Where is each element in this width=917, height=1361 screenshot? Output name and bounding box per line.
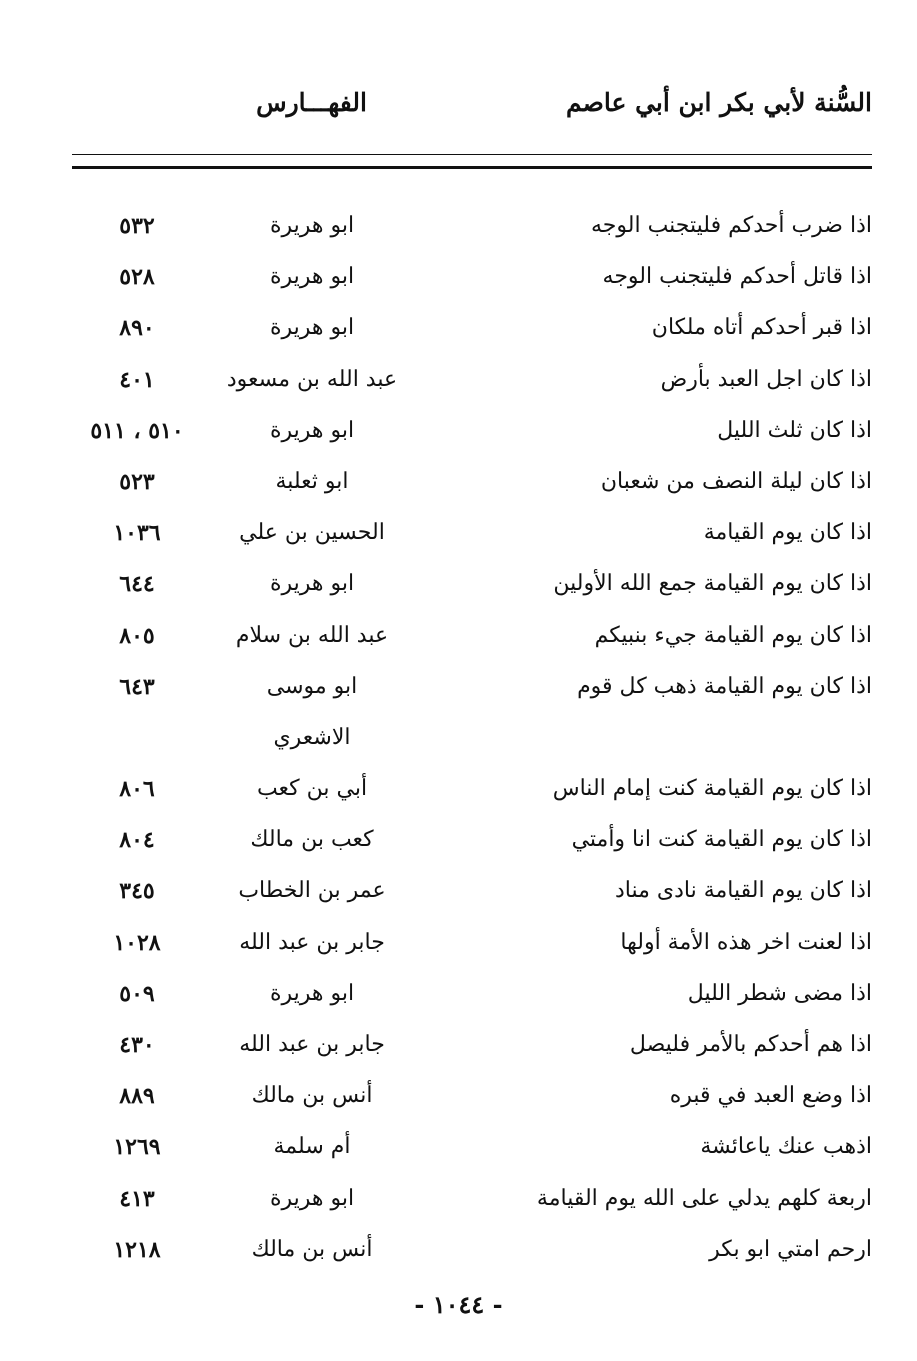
narrator-name: الحسين بن علي <box>239 520 385 546</box>
hadith-number: ١٠٣٦ <box>113 520 161 547</box>
hadith-number: ٤٣٠ <box>119 1032 155 1058</box>
narrator-name: عبد الله بن مسعود <box>226 366 398 392</box>
narrator-name: ابو هريرة <box>269 213 355 238</box>
narrator-name: ابو موسى <box>266 673 358 699</box>
narrator-name: ابو هريرة <box>269 315 355 341</box>
narrator-name: ابو هريرة <box>269 980 355 1006</box>
hadith-text: اذا كان يوم القيامة جيء بنبيكم <box>594 622 872 648</box>
narrator-name: أنس بن مالك <box>251 1236 373 1262</box>
hadith-number: ٥٣٢ <box>119 213 155 239</box>
hadith-number: ٦٤٣ <box>119 673 155 700</box>
hadith-text: اذا كان يوم القيامة كنت انا وأمتي <box>571 827 872 853</box>
hadith-text: اذا كان يوم القيامة نادى مناد <box>614 878 872 904</box>
index-entry <box>72 459 872 510</box>
page-header <box>72 88 872 128</box>
hadith-text: اذا وضع العبد في قبره <box>669 1083 872 1109</box>
narrator-name: أم سلمة <box>273 1134 351 1160</box>
index-entry <box>72 1124 872 1175</box>
narrator-name: ابو هريرة <box>269 264 355 290</box>
index-entry <box>72 868 872 919</box>
hadith-number: ١٠٢٨ <box>113 929 161 956</box>
hadith-number: ٦٤٤ <box>119 571 155 598</box>
hadith-number: ٨٩٠ <box>119 315 155 342</box>
narrator-name: جابر بن عبد الله <box>239 1032 385 1057</box>
narrator-name: أنس بن مالك <box>251 1083 373 1109</box>
narrator-name: ابو هريرة <box>269 1185 355 1211</box>
hadith-text: اذا قبر أحدكم أتاه ملكان <box>651 315 872 341</box>
header-rule-thin <box>72 154 872 155</box>
index-entry <box>72 408 872 459</box>
index-entry <box>72 561 872 612</box>
hadith-text: اذا كان يوم القيامة ذهب كل قوم <box>577 673 872 699</box>
narrator-name: ابو ثعلبة <box>275 468 349 494</box>
narrator-name: عمر بن الخطاب <box>238 878 386 904</box>
hadith-number: ٨٨٩ <box>119 1083 155 1110</box>
hadith-text: اذا كان يوم القيامة <box>703 520 872 546</box>
index-entry <box>72 1022 872 1073</box>
index-entry <box>72 715 872 766</box>
index-entry <box>72 357 872 408</box>
narrator-name: عبد الله بن سلام <box>235 622 389 648</box>
index-entry <box>72 510 872 561</box>
hadith-text: اذا كان يوم القيامة كنت إمام الناس <box>552 776 872 802</box>
hadith-number: ٨٠٦ <box>119 776 155 803</box>
hadith-number: ٥٢٣ <box>119 468 155 495</box>
book-title: السُّنة لأبي بكر ابن أبي عاصم <box>565 88 872 117</box>
index-entry <box>72 971 872 1022</box>
index-entry <box>72 1073 872 1124</box>
section-title: الفهـــارس <box>256 88 367 117</box>
narrator-name: أبي بن كعب <box>256 776 368 802</box>
hadith-number: ٥٠٩ <box>119 980 155 1007</box>
narrator-name: الاشعري <box>273 724 351 750</box>
page-number: - ١٠٤٤ - <box>414 1290 503 1319</box>
hadith-text: اذا ضرب أحدكم فليتجنب الوجه <box>591 213 872 238</box>
hadith-text: اذا لعنت اخر هذه الأمة أولها <box>620 929 872 955</box>
header-rule-thick <box>72 166 872 169</box>
hadith-text: اذا كان ثلث الليل <box>717 417 872 443</box>
hadith-text: اذا هم أحدكم بالأمر فليصل <box>629 1032 872 1057</box>
index-entry <box>72 254 872 305</box>
narrator-name: ابو هريرة <box>269 571 355 597</box>
hadith-text: اذا قاتل أحدكم فليتجنب الوجه <box>602 264 872 290</box>
index-entry <box>72 664 872 715</box>
index-entry <box>72 1176 872 1227</box>
index-entry <box>72 203 872 254</box>
hadith-text: اذا مضى شطر الليل <box>687 980 872 1006</box>
index-entry <box>72 613 872 664</box>
hadith-number: ٥٢٨ <box>119 264 155 291</box>
hadith-number: ٤١٣ <box>119 1185 155 1212</box>
index-entry <box>72 920 872 971</box>
hadith-text: ارحم امتي ابو بكر <box>709 1236 872 1262</box>
hadith-number: ١٢١٨ <box>113 1236 161 1263</box>
hadith-number: ٨٠٥ <box>119 622 155 649</box>
narrator-name: كعب بن مالك <box>250 827 374 853</box>
hadith-number: ٥١٠ ، ٥١١ <box>90 417 184 444</box>
index-entry <box>72 817 872 868</box>
hadith-text: اربعة كلهم يدلي على الله يوم القيامة <box>536 1185 872 1211</box>
hadith-number: ٨٠٤ <box>119 827 155 854</box>
index-list <box>72 203 872 1278</box>
narrator-name: ابو هريرة <box>269 417 355 443</box>
hadith-text: اذا كان اجل العبد بأرض <box>660 366 872 392</box>
narrator-name: جابر بن عبد الله <box>239 929 385 955</box>
hadith-number: ٣٤٥ <box>119 878 155 905</box>
hadith-number: ١٢٦٩ <box>113 1134 161 1161</box>
index-entry <box>72 766 872 817</box>
index-entry <box>72 305 872 356</box>
index-entry <box>72 1227 872 1278</box>
hadith-text: اذا كان ليلة النصف من شعبان <box>600 468 872 494</box>
hadith-text: اذا كان يوم القيامة جمع الله الأولين <box>553 571 872 597</box>
hadith-text: اذهب عنك ياعائشة <box>700 1134 872 1160</box>
hadith-number: ٤٠١ <box>119 366 155 393</box>
